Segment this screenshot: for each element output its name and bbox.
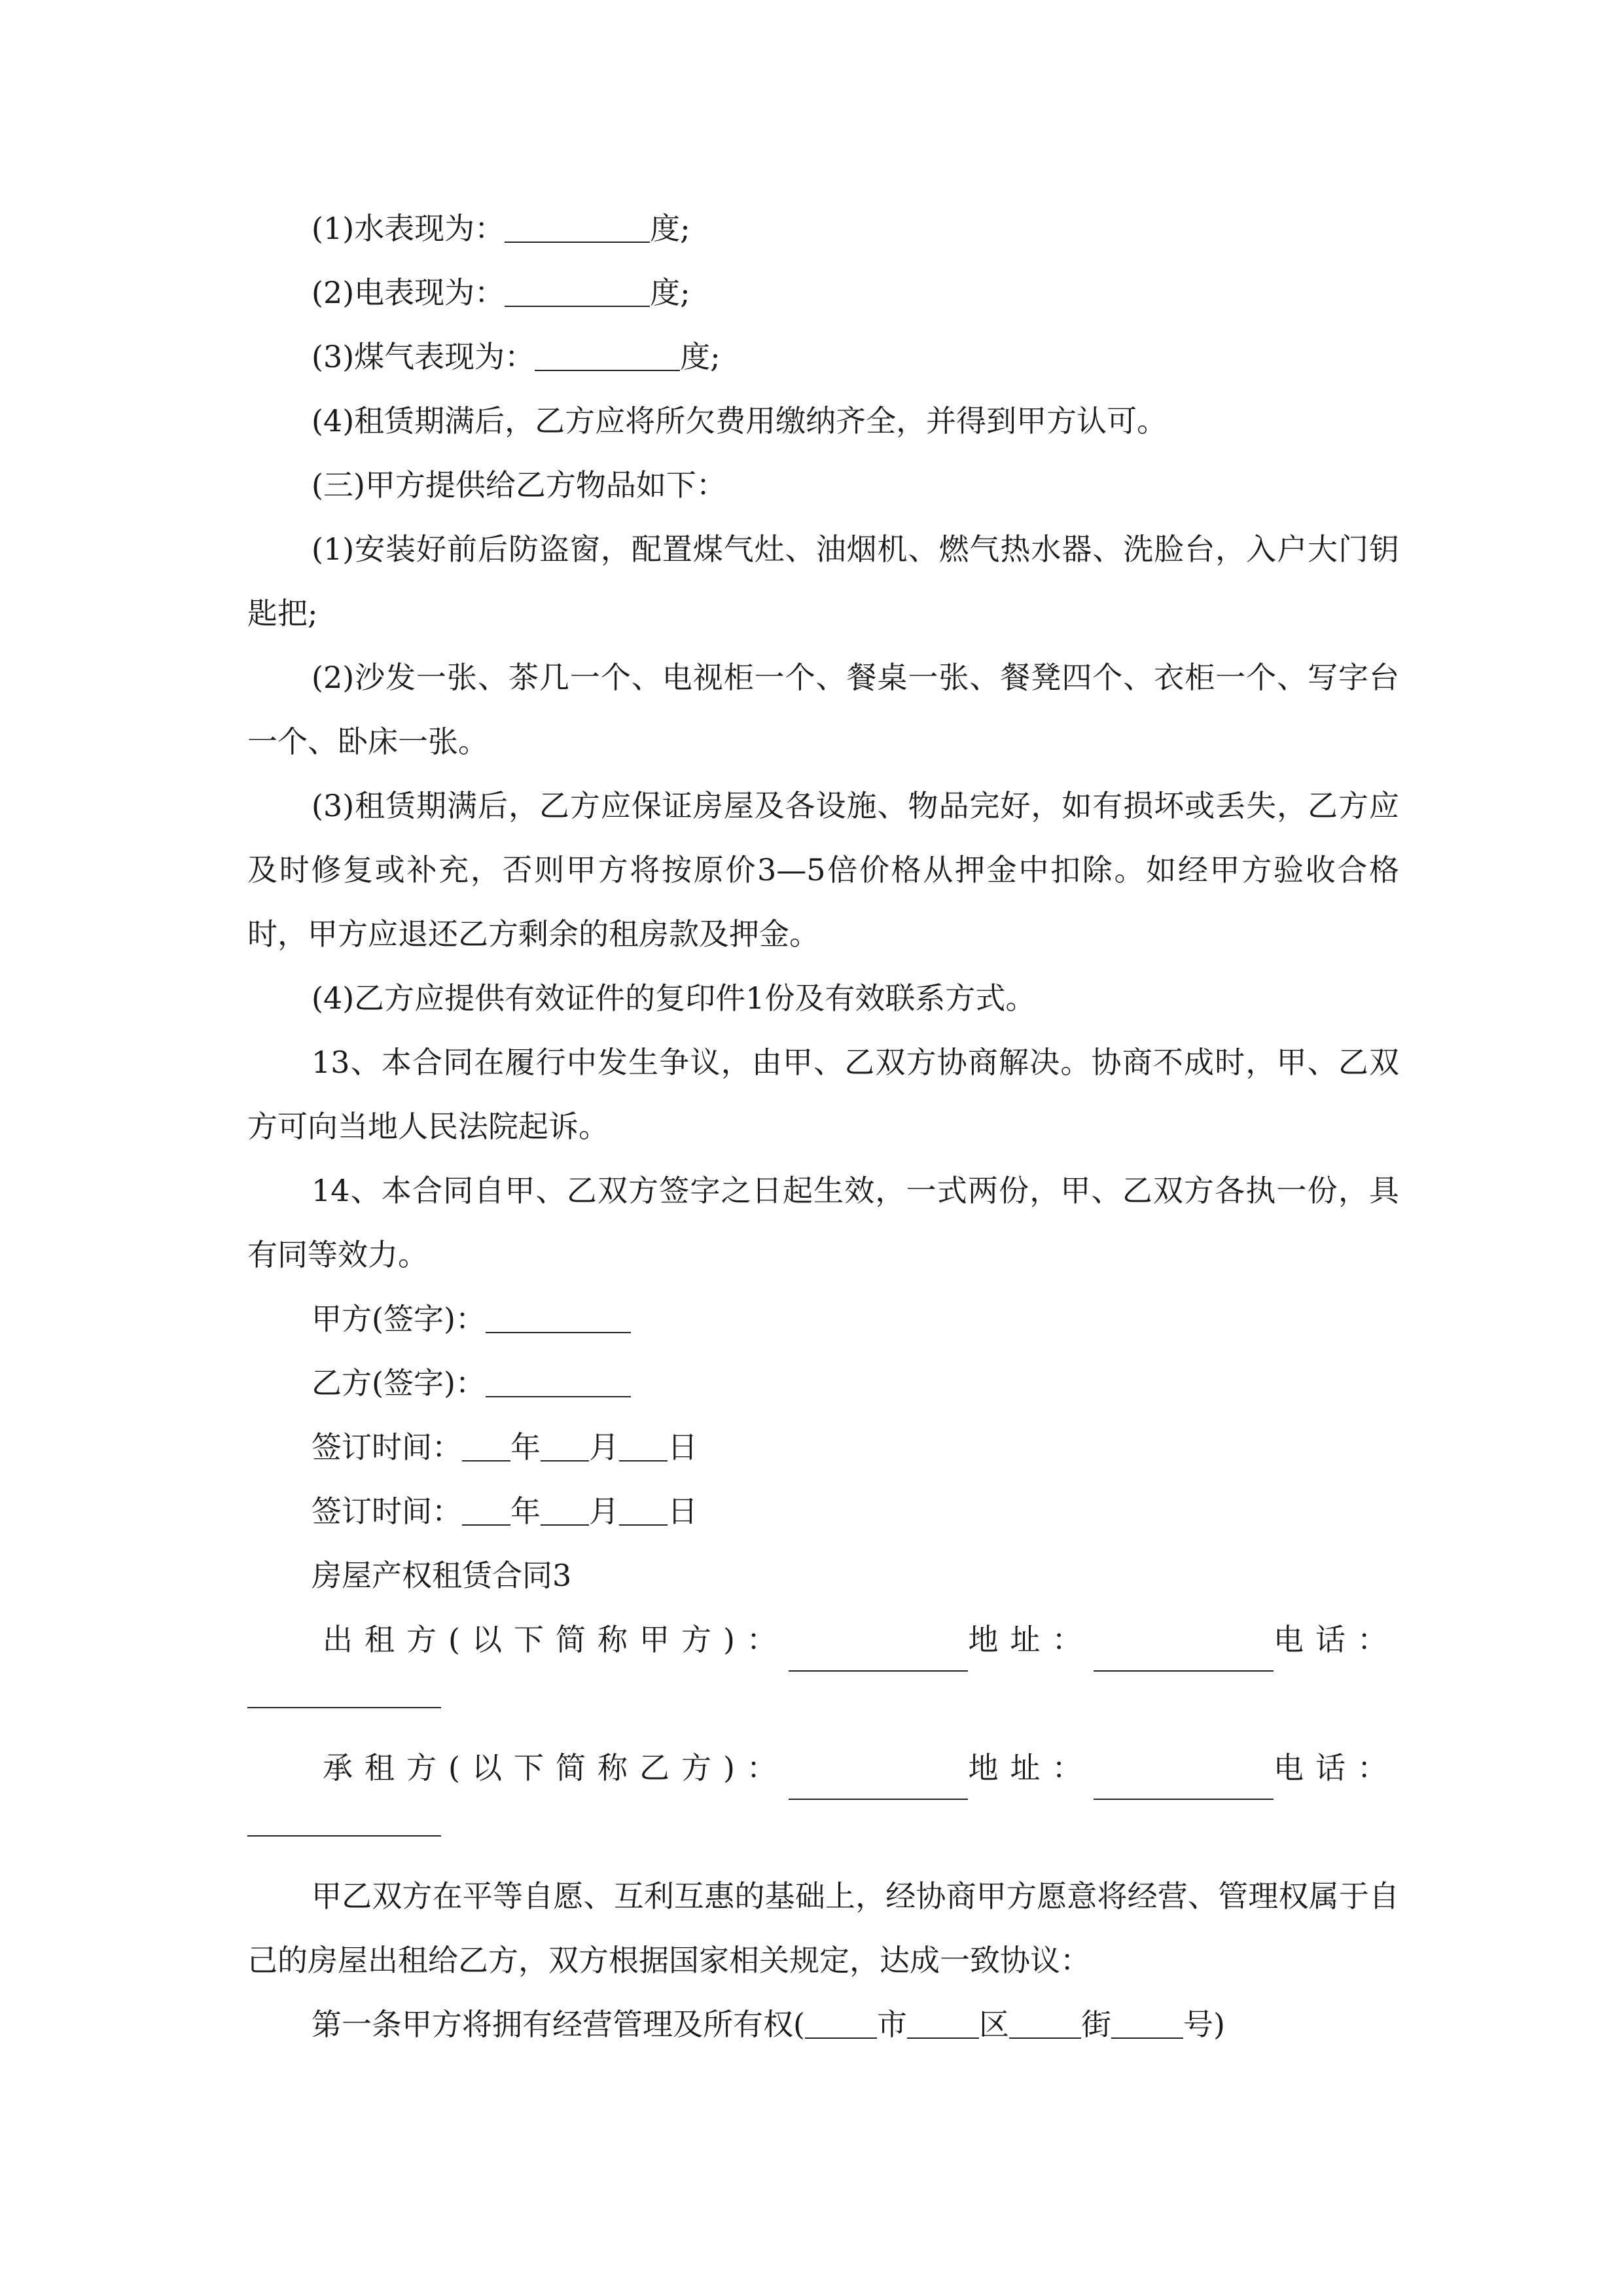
goods-item-2: (2)沙发一张、茶几一个、电视柜一个、餐桌一张、餐凳四个、衣柜一个、写字台一个、卧床一张。: [247, 660, 1399, 759]
number-blank[interactable]: [1111, 2007, 1183, 2039]
clause-14: 14、本合同自甲、乙双方签字之日起生效，一式两份，甲、乙双方各执一份，具有同等效力。: [247, 1173, 1399, 1272]
year-blank[interactable]: [462, 1430, 510, 1462]
gas-meter-unit: 度;: [680, 339, 721, 374]
goods-item-3: (3)租赁期满后，乙方应保证房屋及各设施、物品完好，如有损坏或丢失，乙方应及时修复或补充，否则甲方将按原价3—5倍价格从押金中扣除。如经甲方验收合格时，甲方应退还乙方剩余的租房款及押金。: [247, 788, 1399, 952]
month-blank[interactable]: [541, 1494, 589, 1526]
street-blank[interactable]: [1009, 2007, 1081, 2039]
gas-meter-line: [247, 325, 1399, 389]
day-label: 日: [668, 1429, 698, 1465]
article-1-prefix: 第一条甲方将拥有经营管理及所有权(: [312, 2007, 805, 2042]
month-blank[interactable]: [541, 1430, 589, 1462]
electric-meter-blank[interactable]: [505, 276, 650, 307]
lessor-address-blank[interactable]: [1094, 1640, 1274, 1672]
gas-meter-label: (3)煤气表现为：: [312, 339, 535, 374]
contract3-intro: 甲乙双方在平等自愿、互利互惠的基础上，经协商甲方愿意将经营、管理权属于自己的房屋出租给乙方，双方根据国家相关规定，达成一致协议：: [247, 1878, 1399, 1978]
party-a-signature-blank[interactable]: [486, 1302, 631, 1333]
lessor-phone-row: [247, 1672, 1399, 1736]
lessor-line: [247, 1607, 1399, 1672]
year-label: 年: [510, 1494, 541, 1529]
lessor-phone-label: 电话：: [1274, 1622, 1399, 1657]
water-meter-blank[interactable]: [505, 211, 650, 243]
goods-item-1: (1)安装好前后防盗窗，配置煤气灶、油烟机、燃气热水器、洗脸台，入户大门钥匙把;: [247, 531, 1399, 631]
lessor-label: 出租方(以下简称甲方)：: [323, 1622, 789, 1657]
month-label: 月: [589, 1494, 619, 1529]
lessee-label: 承租方(以下简称乙方)：: [323, 1750, 789, 1785]
lessee-phone-label: 电话：: [1274, 1750, 1399, 1785]
month-label: 月: [589, 1429, 619, 1465]
section3-title: (三)甲方提供给乙方物品如下：: [312, 467, 726, 503]
sign-date-line-2: [247, 1479, 1399, 1543]
number-label: 号): [1183, 2007, 1225, 2042]
day-label: 日: [668, 1494, 698, 1529]
fees-paragraph: (4)租赁期满后，乙方应将所欠费用缴纳齐全，并得到甲方认可。: [312, 403, 1168, 439]
lessee-phone-blank[interactable]: [247, 1805, 441, 1837]
water-meter-label: (1)水表现为：: [312, 211, 505, 246]
district-label: 区: [978, 2007, 1009, 2042]
article-1-line: [247, 1992, 1399, 2056]
sign-date-label: 签订时间：: [312, 1494, 462, 1529]
street-label: 街: [1080, 2007, 1111, 2042]
lessee-address-blank[interactable]: [1094, 1768, 1274, 1800]
contract3-title: 房屋产权租赁合同3: [312, 1558, 572, 1593]
lessor-phone-blank[interactable]: [247, 1677, 441, 1708]
city-blank[interactable]: [805, 2007, 877, 2039]
document-body: [247, 196, 1399, 2056]
lessee-line: [247, 1736, 1399, 1800]
party-a-signature-line: [247, 1287, 1399, 1351]
lessee-phone-row: [247, 1800, 1399, 1864]
clause-13: 13、本合同在履行中发生争议，由甲、乙双方协商解决。协商不成时，甲、乙双方可向当地人民法院起诉。: [247, 1045, 1399, 1144]
city-label: 市: [876, 2007, 907, 2042]
water-meter-line: [247, 196, 1399, 260]
party-b-signature-blank[interactable]: [486, 1366, 631, 1397]
day-blank[interactable]: [619, 1494, 668, 1526]
lessee-name-blank[interactable]: [789, 1768, 969, 1800]
party-b-signature-line: [247, 1351, 1399, 1415]
lessee-address-label: 地址：: [968, 1750, 1094, 1785]
lessor-address-label: 地址：: [968, 1622, 1094, 1657]
electric-meter-label: (2)电表现为：: [312, 275, 505, 310]
gas-meter-blank[interactable]: [535, 340, 680, 371]
year-blank[interactable]: [462, 1494, 510, 1526]
year-label: 年: [510, 1429, 541, 1465]
district-blank[interactable]: [907, 2007, 979, 2039]
water-meter-unit: 度;: [650, 211, 690, 246]
party-a-signature-label: 甲方(签字)：: [312, 1301, 486, 1336]
lessor-name-blank[interactable]: [789, 1640, 969, 1672]
electric-meter-line: [247, 260, 1399, 325]
party-b-signature-label: 乙方(签字)：: [312, 1365, 486, 1401]
goods-item-4: (4)乙方应提供有效证件的复印件1份及有效联系方式。: [312, 980, 1036, 1016]
sign-date-line-1: [247, 1415, 1399, 1479]
sign-date-label: 签订时间：: [312, 1429, 462, 1465]
day-blank[interactable]: [619, 1430, 668, 1462]
electric-meter-unit: 度;: [650, 275, 690, 310]
